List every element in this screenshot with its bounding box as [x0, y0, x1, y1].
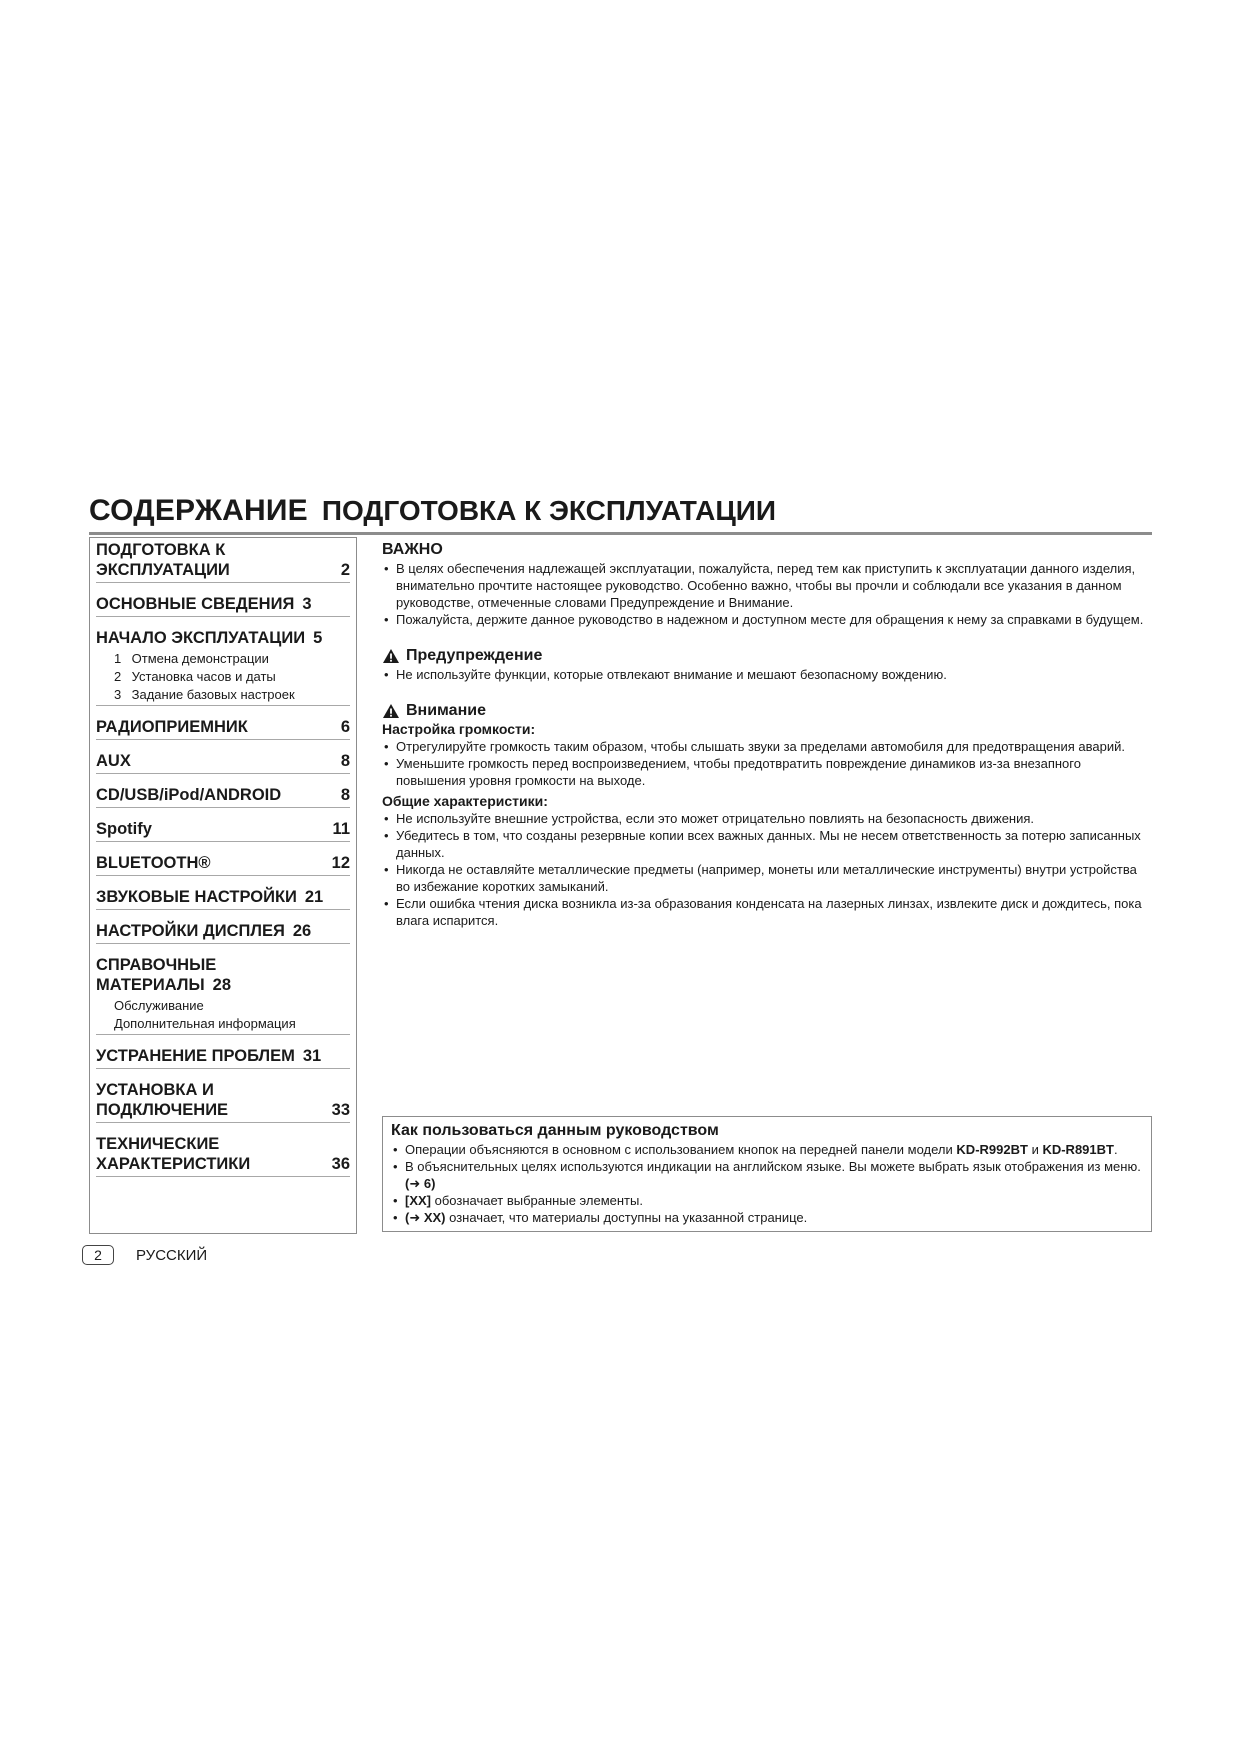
list-item: • Пожалуйста, держите данное руководство в надежном и доступном месте для обращения к нему за справками в будущем.	[382, 611, 1152, 628]
toc-subitem[interactable]: Обслуживание	[114, 998, 204, 1013]
list-item: • Уменьшите громкость перед воспроизведением, чтобы предотвратить повреждение динамиков из-за внезапного повышения уровня громкости на выходе.	[382, 755, 1152, 789]
toc-label: НАСТРОЙКИ ДИСПЛЕЯ	[96, 922, 285, 940]
toc-entry-troubleshooting[interactable]	[96, 1035, 350, 1069]
toc-label: AUX	[96, 752, 131, 770]
page-title: СОДЕРЖАНИЕ	[89, 494, 308, 527]
toc-page-number: 8	[340, 786, 350, 804]
toc-entry-specifications[interactable]	[96, 1123, 350, 1177]
toc-entry-aux[interactable]	[96, 740, 350, 774]
preparation-content	[382, 540, 1152, 929]
toc-entry-spotify[interactable]	[96, 808, 350, 842]
page-number: 2	[82, 1245, 114, 1265]
toc-page-number: 26	[292, 922, 312, 940]
toc-entry-installation[interactable]	[96, 1069, 350, 1123]
list-item: • В целях обеспечения надлежащей эксплуатации, пожалуйста, перед тем как приступить к эксплуатации данного изделия, внимательно прочтите настоящее руководство. Особенно важно, чтобы вы прочли и соблюдали все указания в данном руководстве, отмеченные словами Предупреждение и Внимание.	[382, 560, 1152, 611]
toc-label: ПОДКЛЮЧЕНИЕ	[96, 1101, 229, 1119]
toc-page-number: 31	[302, 1047, 322, 1065]
list-item: • Если ошибка чтения диска возникла из-за образования конденсата на лазерных линзах, извлеките диск и дождитесь, пока влага испарится.	[382, 895, 1152, 929]
list-item: • Убедитесь в том, что созданы резервные копии всех важных данных. Мы не несем ответственность за потерю записанных данных.	[382, 827, 1152, 861]
page-footer	[82, 1245, 207, 1265]
toc-label: СПРАВОЧНЫЕ МАТЕРИАЛЫ	[96, 956, 217, 994]
toc-entry-bluetooth[interactable]	[96, 842, 350, 876]
toc-sublist	[96, 997, 350, 1033]
toc-label: ОСНОВНЫЕ СВЕДЕНИЯ	[96, 595, 295, 613]
toc-entry-audio-settings[interactable]	[96, 876, 350, 910]
toc-label: CD/USB/iPod/ANDROID	[96, 786, 282, 804]
general-subheading: Общие характеристики:	[382, 793, 548, 809]
toc-label: ЭКСПЛУАТАЦИИ	[96, 561, 230, 579]
how-to-use-list	[391, 1141, 1143, 1226]
warning-list	[382, 666, 1152, 683]
toc-label: Spotify	[96, 820, 152, 838]
toc-entry-radio[interactable]	[96, 706, 350, 740]
model-name: KD-R992BT	[956, 1142, 1028, 1157]
warning-triangle-icon	[382, 648, 400, 664]
table-of-contents	[89, 537, 357, 1234]
toc-label: BLUETOOTH®	[96, 854, 211, 872]
model-name: KD-R891BT	[1042, 1142, 1114, 1157]
section-title: ПОДГОТОВКА К ЭКСПЛУАТАЦИИ	[321, 495, 777, 526]
list-item: • Не используйте функции, которые отвлекают внимание и мешают безопасному вождению.	[382, 666, 1152, 683]
volume-list	[382, 738, 1152, 789]
toc-page-number: 6	[340, 718, 350, 736]
caution-heading: Внимание	[406, 702, 486, 719]
toc-page-number: 8	[340, 752, 350, 770]
list-item: • Никогда не оставляйте металлические предметы (например, монеты или металлические инструменты) внутри устройства во избежание коротких замыканий.	[382, 861, 1152, 895]
toc-page-number: 5	[313, 629, 323, 647]
toc-subitem[interactable]: 2 Установка часов и даты	[114, 669, 276, 684]
how-to-use-box	[382, 1116, 1152, 1232]
toc-subitem[interactable]: Дополнительная информация	[114, 1016, 296, 1031]
toc-entry-cd-usb[interactable]	[96, 774, 350, 808]
toc-page-number: 2	[340, 561, 350, 579]
toc-label: НАЧАЛО ЭКСПЛУАТАЦИИ	[96, 629, 306, 647]
toc-label: РАДИОПРИЕМНИК	[96, 718, 248, 736]
toc-entry-references[interactable]	[96, 944, 350, 1035]
toc-page-number: 33	[331, 1101, 350, 1119]
volume-subheading: Настройка громкости:	[382, 721, 536, 737]
how-to-use-heading: Как пользоваться данным руководством	[391, 1122, 719, 1139]
toc-label: УСТРАНЕНИЕ ПРОБЛЕМ	[96, 1047, 295, 1065]
list-item: • [XX] обозначает выбранные элементы.	[391, 1192, 1143, 1209]
toc-entry-preparation[interactable]	[96, 538, 350, 583]
page-reference-tag: (➜ XX)	[405, 1210, 446, 1225]
selection-tag: [XX]	[405, 1193, 431, 1208]
list-item: • Не используйте внешние устройства, если это может отрицательно повлиять на безопасность движения.	[382, 810, 1152, 827]
toc-label: ХАРАКТЕРИСТИКИ	[96, 1155, 251, 1173]
page-reference[interactable]: (➜ 6)	[405, 1176, 436, 1191]
warning-heading-row	[382, 646, 1152, 666]
toc-label: ТЕХНИЧЕСКИЕ	[96, 1135, 220, 1153]
toc-entry-getting-started[interactable]	[96, 617, 350, 706]
language-label: РУССКИЙ	[136, 1246, 208, 1264]
toc-page-number: 11	[332, 820, 350, 838]
caution-heading-row	[382, 701, 1152, 721]
header-divider	[89, 532, 1152, 535]
toc-subitem[interactable]: 3 Задание базовых настроек	[114, 687, 295, 702]
toc-page-number: 21	[304, 888, 324, 906]
toc-label: ПОДГОТОВКА К	[96, 541, 226, 559]
toc-page-number: 28	[212, 976, 231, 994]
page-header	[89, 494, 776, 528]
list-item: • Отрегулируйте громкость таким образом, чтобы слышать звуки за пределами автомобиля для предотвращения аварий.	[382, 738, 1152, 755]
general-list	[382, 810, 1152, 929]
toc-page-number: 3	[302, 595, 312, 613]
toc-label: УСТАНОВКА И	[96, 1081, 214, 1099]
important-list	[382, 560, 1152, 628]
toc-label: ЗВУКОВЫЕ НАСТРОЙКИ	[96, 888, 297, 906]
toc-subitem[interactable]: 1 Отмена демонстрации	[114, 651, 269, 666]
list-item: • (➜ XX) означает, что материалы доступны на указанной странице.	[391, 1209, 1143, 1226]
toc-entry-basics[interactable]	[96, 583, 350, 617]
toc-sublist	[96, 650, 350, 704]
toc-page-number: 36	[331, 1155, 350, 1173]
list-item: • В объяснительных целях используются индикации на английском языке. Вы можете выбрать язык отображения из меню. (➜ 6)	[391, 1158, 1143, 1192]
toc-entry-display-settings[interactable]	[96, 910, 350, 944]
list-item: • Операции объясняются в основном с использованием кнопок на передней панели модели KD-R992BT и KD-R891BT.	[391, 1141, 1143, 1158]
toc-page-number: 12	[331, 854, 350, 872]
warning-triangle-icon	[382, 703, 400, 719]
warning-heading: Предупреждение	[406, 647, 543, 664]
important-heading: ВАЖНО	[382, 541, 443, 558]
